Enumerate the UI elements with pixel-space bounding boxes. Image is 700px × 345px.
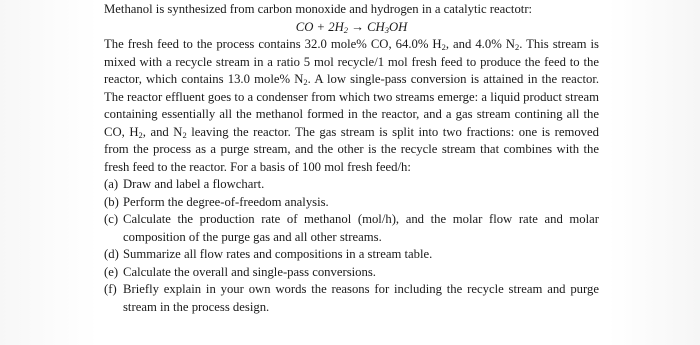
desc-part-5: , and N: [142, 124, 183, 139]
problem-description: [104, 36, 599, 176]
desc-sub-3: 2: [303, 77, 308, 87]
question-item: [104, 194, 599, 212]
problem-intro: Methanol is synthesized from carbon monoxide and hydrogen in a catalytic reactotr:: [104, 2, 533, 16]
question-text: Calculate the production rate of methanol (mol/h), and the molar flow rate and molar composition of the purge gas and all other streams.: [123, 212, 599, 244]
eq-h2-subscript: 2: [343, 24, 349, 35]
eq-reactant-co: CO: [295, 19, 314, 34]
question-label: (a): [104, 177, 119, 191]
question-text: Perform the degree-of-freedom analysis.: [123, 194, 329, 209]
desc-sub-4: 2: [138, 129, 143, 140]
question-label: (c): [104, 212, 119, 226]
question-label: (f): [104, 282, 117, 296]
eq-arrow: →: [351, 19, 364, 34]
question-label: (b): [104, 194, 119, 209]
question-item: [104, 246, 599, 264]
question-text: Calculate the overall and single-pass conversions.: [123, 264, 376, 279]
question-label: (e): [104, 264, 119, 279]
desc-sub-1: 2: [441, 42, 446, 52]
desc-part-4: . A low single-pass conversion is attained in the reactor. The reactor effluent goes to a condenser from which two streams emerge: a liquid product stream containing essentially all the methanol formed in the reactor, and a gas stream contining all the CO, H: [104, 72, 600, 139]
question-text: Draw and label a flowchart.: [123, 177, 265, 191]
eq-reactant-h2: 2H: [328, 19, 344, 34]
desc-part-1: The fresh feed to the process contains 32.0 mole% CO, 64.0% H: [104, 37, 442, 51]
left-margin-shade: [0, 0, 98, 345]
question-item: [104, 281, 599, 316]
question-item: [104, 211, 599, 246]
eq-product-oh: OH: [388, 19, 408, 34]
question-text: Summarize all flow rates and compositions in a stream table.: [123, 247, 433, 261]
desc-sub-2: 2: [514, 42, 520, 52]
problem-document: [104, 1, 599, 316]
question-item: [104, 176, 599, 194]
right-margin-shade: [608, 0, 700, 345]
reaction-equation: [104, 19, 599, 37]
desc-part-2: , and 4.0% N: [445, 37, 515, 51]
desc-part-6: leaving the reactor. The gas stream is split into two fractions: one is removed from the process as a purge stream, and the other is the recycle stream that combines with the fresh feed to the reactor. For a basis of 100 mol fresh feed/h:: [104, 124, 600, 174]
question-label: (d): [104, 247, 119, 261]
question-item: [104, 264, 599, 282]
question-list: [104, 176, 599, 316]
question-text: Briefly explain in your own words the reasons for including the recycle stream and purge stream in the process design.: [123, 282, 599, 314]
eq-product-ch: CH: [367, 19, 385, 34]
eq-plus: +: [316, 19, 326, 34]
desc-sub-5: 2: [182, 129, 187, 140]
eq-product-subscript: 3: [384, 24, 389, 35]
desc-part-3: . This stream is mixed with a recycle stream in a ratio 5 mol recycle/1 mol fresh feed to produce the feed to the reactor, which contains 13.0 mole% N: [104, 37, 599, 86]
